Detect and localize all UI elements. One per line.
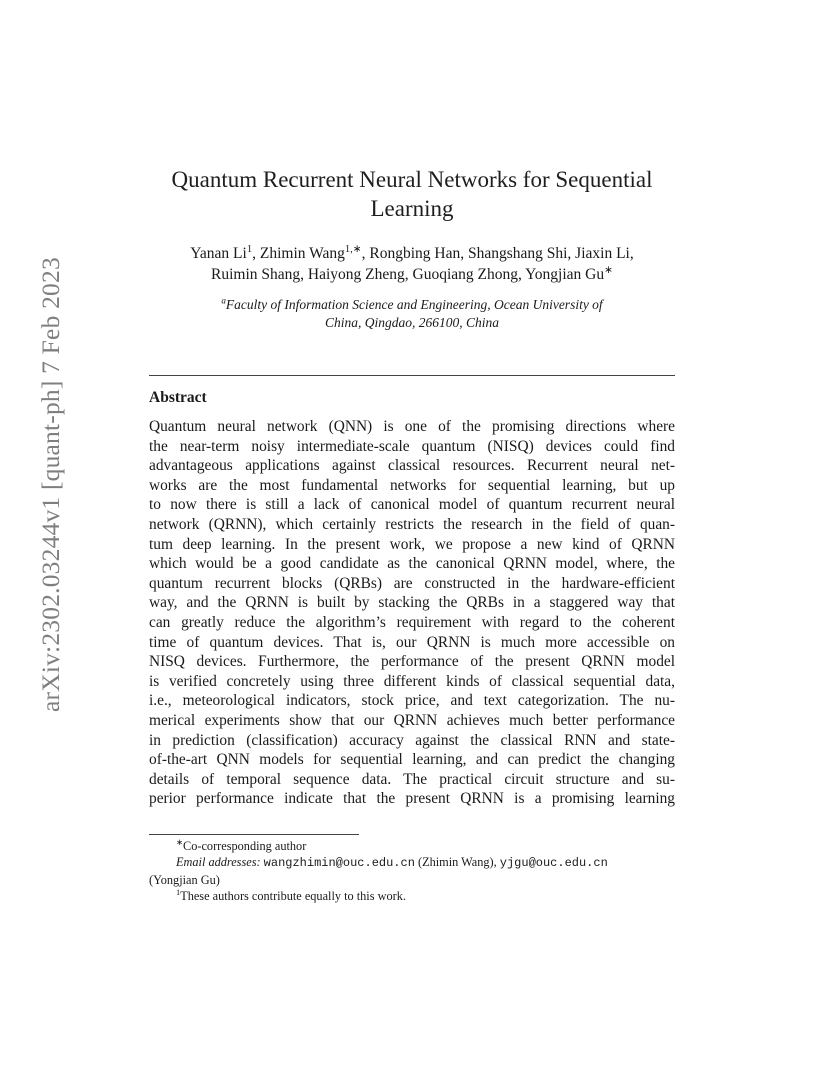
author-names: , Rongbing Han, Shangshang Shi, Jiaxin Li, xyxy=(361,245,634,262)
footnote-text: Co-corresponding author xyxy=(183,839,307,853)
title-line-2: Learning xyxy=(370,196,454,221)
email-link-wang[interactable]: wangzhimin@ouc.edu.cn xyxy=(263,856,415,871)
abstract-body xyxy=(149,417,675,809)
abstract-line: works are the most fundamental networks for sequential learning, but up xyxy=(149,476,675,494)
abstract-line: quantum recurrent blocks (QRBs) are constructed in the hardware-efficient xyxy=(149,574,675,592)
abstract-line: NISQ devices. Furthermore, the performance of the present QRNN model xyxy=(149,653,675,671)
author-line-2 xyxy=(130,264,694,285)
footnote-emails-cont: (Yongjian Gu) xyxy=(149,872,220,887)
email-label: Email addresses: xyxy=(176,855,261,870)
abstract-line: tum deep learning. In the present work, we propose a new kind of QRNN xyxy=(149,535,675,553)
abstract-line: Quantum neural network (QNN) is one of the promising directions where xyxy=(149,418,675,435)
affiliation-line-1 xyxy=(130,296,694,314)
author-name: , Zhimin Wang xyxy=(252,245,345,262)
abstract-line: perior performance indicate that the present QRNN is a promising learning xyxy=(149,790,675,808)
author-mark: ∗ xyxy=(604,264,613,276)
abstract-line: details of temporal sequence data. The practical circuit structure and su- xyxy=(149,770,675,788)
abstract-line: advantageous applications against classical resources. Recurrent neural net- xyxy=(149,457,675,475)
abstract-line: to now there is still a lack of canonical model of quantum recurrent neural xyxy=(149,496,675,514)
abstract-line: in prediction (classification) accuracy against the classical RNN and state- xyxy=(149,731,675,749)
footnote-text: These authors contribute equally to this work. xyxy=(180,889,406,904)
footnote-mark: ∗ xyxy=(176,837,184,847)
email-link-gu[interactable]: yjgu@ouc.edu.cn xyxy=(499,856,608,871)
footnote-rule xyxy=(149,834,359,835)
title-line-1: Quantum Recurrent Neural Networks for Sequential xyxy=(171,167,653,192)
author-name: Yanan Li xyxy=(190,245,247,262)
footnote-corresponding xyxy=(149,838,675,854)
abstract-line: i.e., meteorological indicators, stock price, and text categorization. The nu- xyxy=(149,692,675,710)
author-mark: 1 xyxy=(246,243,253,255)
abstract-line: way, and the QRNN is built by stacking the QRBs in a staggered way that xyxy=(149,594,675,612)
footnote-mark: 1 xyxy=(176,888,181,898)
footnote-emails xyxy=(149,854,675,871)
arxiv-identifier-stamp: arXiv:2302.03244v1 [quant-ph] 7 Feb 2023 xyxy=(36,257,65,712)
abstract-line: time of quantum devices. That is, our QRNN is much more accessible on xyxy=(149,633,675,651)
author-mark: 1,∗ xyxy=(344,243,362,255)
email-owner: (Zhimin Wang), xyxy=(417,855,497,870)
paper-title xyxy=(130,165,694,223)
abstract-top-rule xyxy=(149,375,675,376)
affiliation xyxy=(130,296,694,332)
author-names: Ruimin Shang, Haiyong Zheng, Guoqiang Zhong, Yongjian Gu xyxy=(211,266,605,283)
abstract-line: merical experiments show that our QRNN achieves much better performance xyxy=(149,711,675,729)
author-line-1 xyxy=(130,243,694,264)
abstract-line: which would be a good candidate as the canonical QRNN model, where, the xyxy=(149,555,675,573)
abstract-heading: Abstract xyxy=(149,389,207,406)
affiliation-mark: a xyxy=(221,295,226,306)
abstract-line: can greatly reduce the algorithm’s requirement with regard to the coherent xyxy=(149,613,675,631)
abstract-line: is verified concretely using three different kinds of classical sequential data, xyxy=(149,672,675,690)
affiliation-text: Faculty of Information Science and Engineering, Ocean University of xyxy=(225,297,603,312)
abstract-line: network (QRNN), which certainly restricts the research in the field of quan- xyxy=(149,515,675,533)
abstract-line: the near-term noisy intermediate-scale quantum (NISQ) devices could find xyxy=(149,437,675,455)
author-list xyxy=(130,243,694,285)
footnotes xyxy=(149,838,675,905)
footnote-equal-contribution xyxy=(149,888,675,904)
affiliation-line-2: China, Qingdao, 266100, China xyxy=(324,315,499,330)
abstract-line: of-the-art QNN models for sequential learning, and can predict the changing xyxy=(149,751,675,769)
